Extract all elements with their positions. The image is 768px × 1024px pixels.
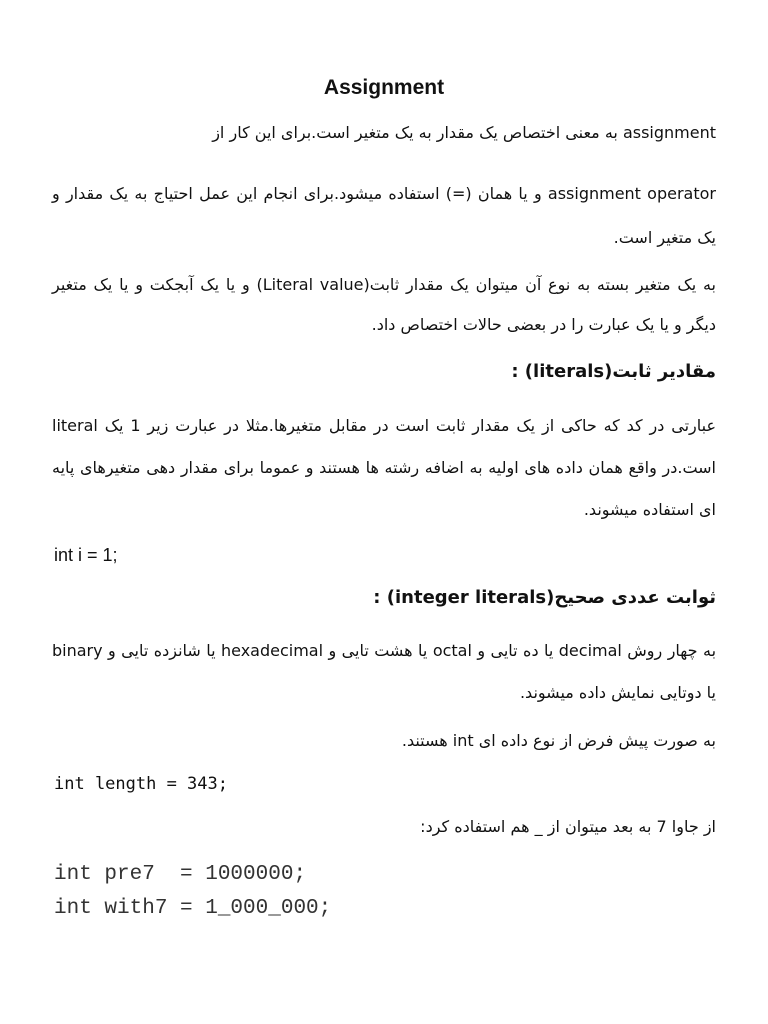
code-example-underscore: int pre7 = 1000000; int with7 = 1_000_000; xyxy=(54,863,332,920)
paragraph-underscore-java7: از جاوا 7 به بعد میتوان از _ هم استفاده کرد: xyxy=(420,817,716,836)
page-title: Assignment xyxy=(323,76,445,99)
code-example-length: int length = 343; xyxy=(54,774,228,794)
paragraph-literals-description: عبارتی در کد که حاکی از یک مقدار ثابت است در مقابل متغیرها.مثلا در عبارت زیر 1 یک literal است.در واقع همان داده های اولیه به اضافه رشته ها هستند و عموما برای مقدار دهی متغیرهای پایه ای استفاده میشوند. xyxy=(52,416,716,519)
heading-integer-literals: ثوابت عددی صحیح(integer literals) : xyxy=(373,587,716,608)
paragraph-assignment-intro: assignment به معنی اختصاص یک مقدار به یک متغیر است.برای این کار از xyxy=(212,123,716,142)
paragraph-assignment-operator: assignment operator و یا همان (=) استفاده میشود.برای انجام این عمل احتیاج به یک مقدار و یک متغیر است. xyxy=(52,184,716,247)
code-example-int-i: int i = 1; xyxy=(54,545,118,565)
paragraph-literal-value: به یک متغیر بسته به نوع آن میتوان یک مقدار ثابت(Literal value) و یا یک آبجکت و یا یک متغیر دیگر و یا یک عبارت را در بعضی حالات اختصاص داد. xyxy=(52,275,716,334)
paragraph-default-int: به صورت پیش فرض از نوع داده ای int هستند. xyxy=(401,731,716,750)
paragraph-integer-representations: به چهار روش decimal یا ده تایی و octal یا هشت تایی و hexadecimal یا شانزده تایی و binary یا دوتایی نمایش داده میشوند. xyxy=(52,641,717,702)
heading-literals: مقادیر ثابت(literals) : xyxy=(511,361,716,382)
